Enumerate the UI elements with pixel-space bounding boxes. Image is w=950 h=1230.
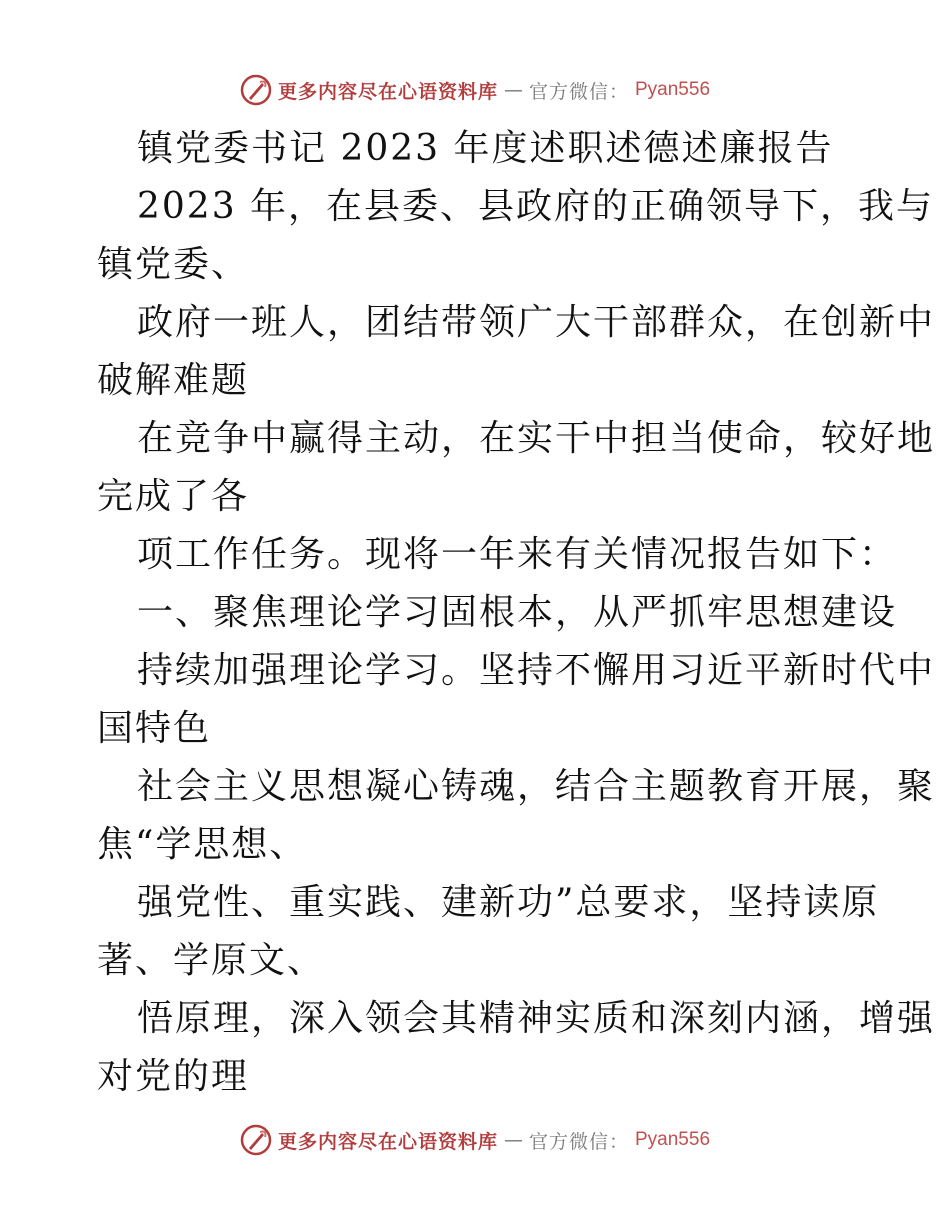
text-line: 强党性、重实践、建新功”总要求，坚持读原	[137, 882, 880, 923]
footer-watermark	[0, 1120, 950, 1160]
text-line: 著、学原文、	[97, 940, 326, 981]
header-watermark	[0, 70, 950, 110]
text-line: 国特色	[97, 708, 212, 749]
watermark-wechat-id: Pyan556	[635, 1129, 711, 1150]
quill-logo-icon	[240, 1124, 272, 1156]
text-line: 镇党委、	[97, 244, 250, 285]
section-heading: 一、聚焦理论学习固根本，从严抓牢思想建设	[137, 592, 898, 633]
text-line: 2023 年，在县委、县政府的正确领导下，我与	[137, 186, 935, 227]
document-title: 镇党委书记 2023 年度述职述德述廉报告	[137, 128, 834, 169]
watermark-brand: 更多内容尽在心语资料库	[277, 80, 498, 103]
watermark-separator: —	[503, 1129, 523, 1151]
quill-logo-icon	[240, 74, 272, 106]
text-line: 政府一班人，团结带领广大干部群众，在创新中	[137, 302, 936, 343]
text-line: 完成了各	[97, 476, 250, 517]
text-line: 破解难题	[97, 360, 250, 401]
watermark-separator: —	[503, 79, 523, 101]
watermark-wechat-label: 官方微信：	[528, 1130, 629, 1153]
text-line: 在竞争中赢得主动，在实干中担当使命，较好地	[137, 418, 936, 459]
text-line: 持续加强理论学习。坚持不懈用习近平新时代中	[137, 650, 936, 691]
text-line: 焦“学思想、	[97, 824, 308, 865]
watermark-brand: 更多内容尽在心语资料库	[277, 1130, 498, 1153]
text-line: 悟原理，深入领会其精神实质和深刻内涵，增强	[137, 998, 936, 1039]
watermark-wechat-id: Pyan556	[635, 79, 711, 100]
watermark-wechat-label: 官方微信：	[528, 80, 629, 103]
text-line: 项工作任务。现将一年来有关情况报告如下：	[137, 534, 898, 575]
text-line: 对党的理	[97, 1056, 250, 1097]
text-line: 社会主义思想凝心铸魂，结合主题教育开展，聚	[137, 766, 936, 807]
document-body	[97, 120, 936, 1106]
